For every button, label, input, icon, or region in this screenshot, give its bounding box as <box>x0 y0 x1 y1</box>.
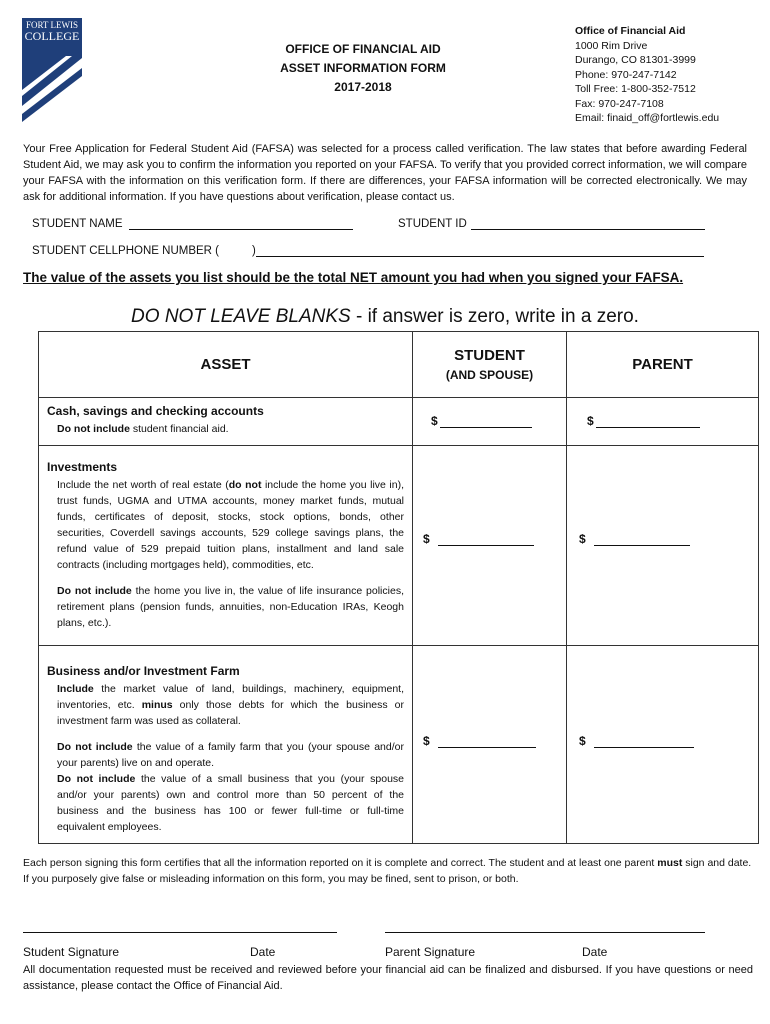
dollar-sign: $ <box>423 734 430 748</box>
investments-parent-amount-line[interactable] <box>594 534 690 546</box>
dollar-sign: $ <box>587 414 594 428</box>
header-student <box>413 332 567 398</box>
student-name-line[interactable] <box>129 217 353 230</box>
investments-title: Investments <box>47 460 118 474</box>
dollar-sign: $ <box>579 734 586 748</box>
title-line3: 2017-2018 <box>334 80 392 94</box>
table-row <box>39 398 759 446</box>
cash-title: Cash, savings and checking accounts <box>47 404 264 418</box>
header-student-label: STUDENT <box>454 347 525 364</box>
parent-signature-line[interactable] <box>385 932 705 933</box>
student-id-field[interactable] <box>398 217 705 230</box>
header-parent: PARENT <box>567 332 759 398</box>
student-id-line[interactable] <box>471 217 705 230</box>
cash-parent-amount-line[interactable] <box>596 416 700 428</box>
office-address2: Durango, CO 81301-3999 <box>575 54 696 66</box>
table-header-row <box>39 332 759 398</box>
cellphone-line[interactable] <box>256 244 704 257</box>
student-signature-label: Student Signature <box>23 945 120 959</box>
logo-line2: COLLEGE <box>24 29 80 43</box>
business-student-cell[interactable] <box>413 646 567 844</box>
student-date-label: Date <box>250 945 276 959</box>
investments-student-amount-line[interactable] <box>438 534 534 546</box>
office-email: Email: finaid_off@fortlewis.edu <box>575 112 720 124</box>
student-name-field[interactable] <box>32 217 353 230</box>
cash-description <box>39 398 413 446</box>
logo-line1: FORT LEWIS <box>25 20 79 30</box>
cash-do-not-include: Do not include <box>57 423 130 435</box>
no-blanks-instruction <box>0 306 770 328</box>
cash-exclusion-text: student financial aid. <box>129 423 229 435</box>
asset-table <box>38 331 759 844</box>
cellphone-field[interactable] <box>32 244 704 257</box>
dollar-sign: $ <box>431 414 438 428</box>
table-row <box>39 646 759 844</box>
investments-parent-cell[interactable] <box>567 446 759 646</box>
student-signature-line[interactable] <box>23 932 337 933</box>
form-title <box>260 40 466 97</box>
student-name-label: STUDENT NAME <box>32 218 123 230</box>
title-line2: ASSET INFORMATION FORM <box>280 61 446 75</box>
dollar-sign: $ <box>423 532 430 546</box>
college-logo <box>22 18 82 122</box>
final-note: All documentation requested must be received and reviewed before your financial aid can be finalized and disbursed. If you have questions or need assistance, please contact the Office of Financial Aid. <box>23 964 753 992</box>
investments-student-cell[interactable] <box>413 446 567 646</box>
student-id-label: STUDENT ID <box>398 218 467 230</box>
no-blanks-emphasis: DO NOT LEAVE BLANKS <box>131 306 351 327</box>
cellphone-label: STUDENT CELLPHONE NUMBER ( <box>32 245 220 257</box>
business-parent-cell[interactable] <box>567 646 759 844</box>
business-title: Business and/or Investment Farm <box>47 664 240 678</box>
cash-parent-cell[interactable] <box>567 398 759 446</box>
intro-paragraph: Your Free Application for Federal Student Aid (FAFSA) was selected for a process called verification. The law states that before awarding Federal Student Aid, we may ask you to confirm the information you reported on your FAFSA. To verify that you provided correct information, we will compare your FAFSA with the information on this verification form. If there are differences, your FAFSA information will be corrected electronically. We may ask for additional information. If you have questions about verification, please contact us. <box>23 143 747 203</box>
parent-date-label: Date <box>582 945 608 959</box>
table-row <box>39 446 759 646</box>
investments-description: Investments Include the net worth of real estate (do not include the home you live in), trust funds, UGMA and UTMA accounts, money market funds, mutual funds, certificates of deposit, stocks, stock options, bonds, other securities, Coverdell savings accounts, 529 college savings plans, the refund value of 529 prepaid tuition plans, installment and land sale contracts (including mortgages held), commodities, etc. Do not include the home you live in, the value of life insurance policies, retirement plans (pension funds, annuities, non-Education IRAs, Keogh plans, etc.). <box>39 446 413 646</box>
office-name: Office of Financial Aid <box>575 25 686 37</box>
certification-paragraph: Each person signing this form certifies that all the information reported on it is complete and correct. The student and at least one parent must sign and date. If you purposely give false or misleading information on this form, you may be fined, sent to prison, or both. <box>23 857 752 885</box>
office-toll-free: Toll Free: 1-800-352-7512 <box>575 83 696 95</box>
business-description: Business and/or Investment Farm Include the market value of land, buildings, machinery, equipment, inventories, etc. minus only those debts for which the business or investment farm was used as collateral. Do not include the value of a family farm that you (your spouse and/or your parents) live on and operate. Do not include the value of a small business that you (your spouse and/or your parents) own and control more than 50 percent of the business and the business has 100 or fewer full-time or full-time equivalent employees. <box>39 646 413 844</box>
business-student-amount-line[interactable] <box>438 736 536 748</box>
net-amount-note: The value of the assets you list should be the total NET amount you had when you signed your FAFSA. <box>23 270 684 285</box>
cash-student-cell[interactable] <box>413 398 567 446</box>
dollar-sign: $ <box>579 532 586 546</box>
business-parent-amount-line[interactable] <box>594 736 694 748</box>
parent-signature-label: Parent Signature <box>385 945 476 959</box>
header-student-sub: (AND SPOUSE) <box>445 368 534 382</box>
office-address1: 1000 Rim Drive <box>575 39 648 52</box>
header-asset: ASSET <box>39 332 413 398</box>
office-fax: Fax: 970-247-7108 <box>575 97 664 110</box>
office-phone: Phone: 970-247-7142 <box>575 68 677 81</box>
title-line1: OFFICE OF FINANCIAL AID <box>285 42 441 56</box>
cellphone-close: ) <box>252 245 256 257</box>
no-blanks-rest: - if answer is zero, write in a zero. <box>350 306 639 327</box>
office-contact <box>575 24 719 126</box>
cash-student-amount-line[interactable] <box>440 416 532 428</box>
